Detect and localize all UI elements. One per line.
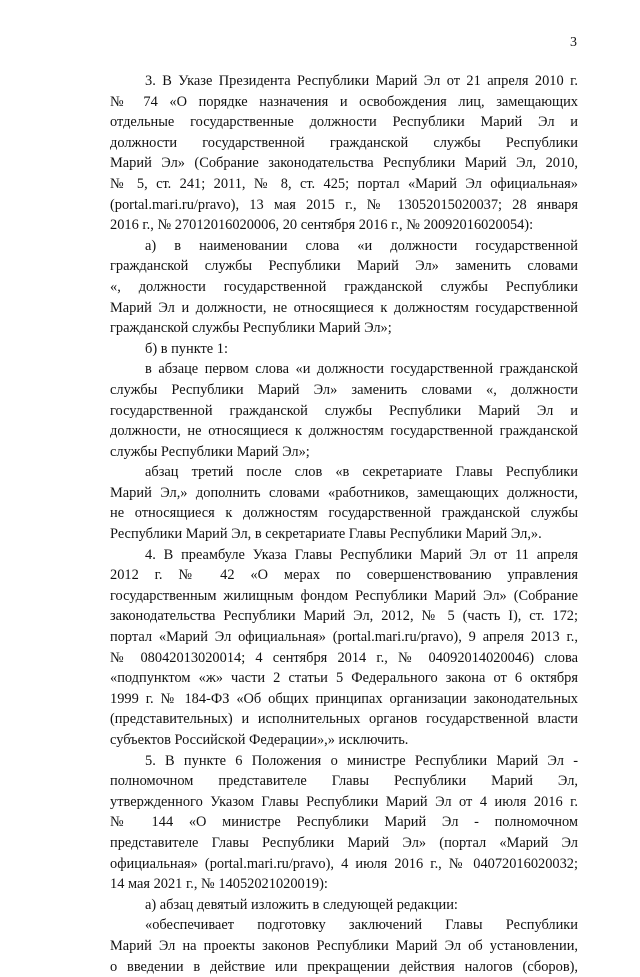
page-number: 3 <box>570 35 577 50</box>
text-line: в абзаце первом слова «и должности государственной гражданской <box>145 361 578 378</box>
text-line: должности государственной гражданской службы Республики <box>110 134 578 151</box>
text-line: отдельные государственные должности Республики Марий Эл и <box>110 114 578 131</box>
text-line: № 08042013020014; 4 сентября 2014 г., № 04092014020046) слова <box>110 649 578 666</box>
text-line: «подпунктом «ж» части 2 статьи 5 Федерального закона от 6 октября <box>110 670 578 687</box>
text-line: Республики Марий Эл, в секретариате Главы Республики Марий Эл,». <box>110 526 542 543</box>
text-line: 3. В Указе Президента Республики Марий Эл от 21 апреля 2010 г. <box>145 73 578 89</box>
text-line: Марий Эл» (Собрание законодательства Республики Марий Эл, 2010, <box>110 155 578 172</box>
text-line: 14 мая 2021 г., № 14052021020019): <box>110 876 328 893</box>
text-line: представителе Главы Республики Марий Эл» (портал «Марий Эл <box>110 834 578 851</box>
text-line: а) абзац девятый изложить в следующей редакции: <box>145 896 458 913</box>
text-line: № 144 «О министре Республики Марий Эл - полномочном <box>110 814 578 831</box>
text-line: государственной гражданской службы Республики Марий Эл и <box>110 402 578 419</box>
text-line: «, должности государственной гражданской службы Республики <box>110 278 578 295</box>
text-line: законодательства Республики Марий Эл, 2012, № 5 (часть I), ст. 172; <box>110 608 578 625</box>
document-body-text <box>110 71 578 977</box>
text-line: официальная» (portal.mari.ru/pravo), 4 июля 2016 г., № 04072016020032; <box>110 855 578 872</box>
text-line: Марий Эл и должности, не относящиеся к должностям государственной <box>110 299 578 316</box>
text-line: № 5, ст. 241; 2011, № 8, ст. 425; портал «Марий Эл официальная» <box>110 175 578 192</box>
text-line: (portal.mari.ru/pravo), 13 мая 2015 г., № 13052015020037; 28 января <box>110 196 578 213</box>
text-line: 1999 г. № 184-ФЗ «Об общих принципах организации законодательных <box>110 690 578 707</box>
text-line: субъектов Российской Федерации»,» исключить. <box>110 732 409 748</box>
text-line: (представительных) и исполнительных органов государственной власти <box>110 711 578 728</box>
text-line: «обеспечивает подготовку заключений Главы Республики <box>145 917 578 934</box>
text-line: полномочном представителе Главы Республики Марий Эл, <box>110 773 578 790</box>
text-line: 2016 г., № 27012016020006, 20 сентября 2016 г., № 20092016020054): <box>110 217 534 234</box>
text-line: гражданской службы Республики Марий Эл» заменить словами <box>110 258 578 275</box>
text-line: не относящиеся к должностям государственной гражданской службы <box>110 505 578 522</box>
text-line: а) в наименовании слова «и должности государственной <box>145 237 578 254</box>
text-line: утвержденного Указом Главы Республики Марий Эл от 4 июля 2016 г. <box>110 793 578 810</box>
text-line: службы Республики Марий Эл»; <box>110 443 310 460</box>
text-line: 4. В преамбуле Указа Главы Республики Марий Эл от 11 апреля <box>145 546 578 563</box>
text-line: 2012 г. № 42 «О мерах по совершенствованию управления <box>110 567 578 584</box>
text-line: службы Республики Марий Эл» заменить словами «, должности <box>110 381 578 398</box>
text-line: абзац третий после слов «в секретариате Главы Республики <box>145 464 578 481</box>
text-line: Марий Эл на проекты законов Республики Марий Эл об установлении, <box>110 937 578 954</box>
text-line: 5. В пункте 6 Положения о министре Республики Марий Эл - <box>145 752 578 769</box>
text-line: государственным жилищным фондом Республики Марий Эл» (Собрание <box>110 587 578 604</box>
text-line: Марий Эл,» дополнить словами «работников, замещающих должности, <box>110 484 578 501</box>
text-line: № 74 «О порядке назначения и освобождения лиц, замещающих <box>110 93 578 110</box>
text-line: гражданской службы Республики Марий Эл»; <box>110 320 392 337</box>
text-line: о введении в действие или прекращении действия налогов (сборов), <box>110 958 578 975</box>
text-line: б) в пункте 1: <box>145 340 228 357</box>
text-line: портал «Марий Эл официальная» (portal.mari.ru/pravo), 9 апреля 2013 г., <box>110 629 578 646</box>
text-line: должности, не относящиеся к должностям государственной гражданской <box>110 423 578 440</box>
